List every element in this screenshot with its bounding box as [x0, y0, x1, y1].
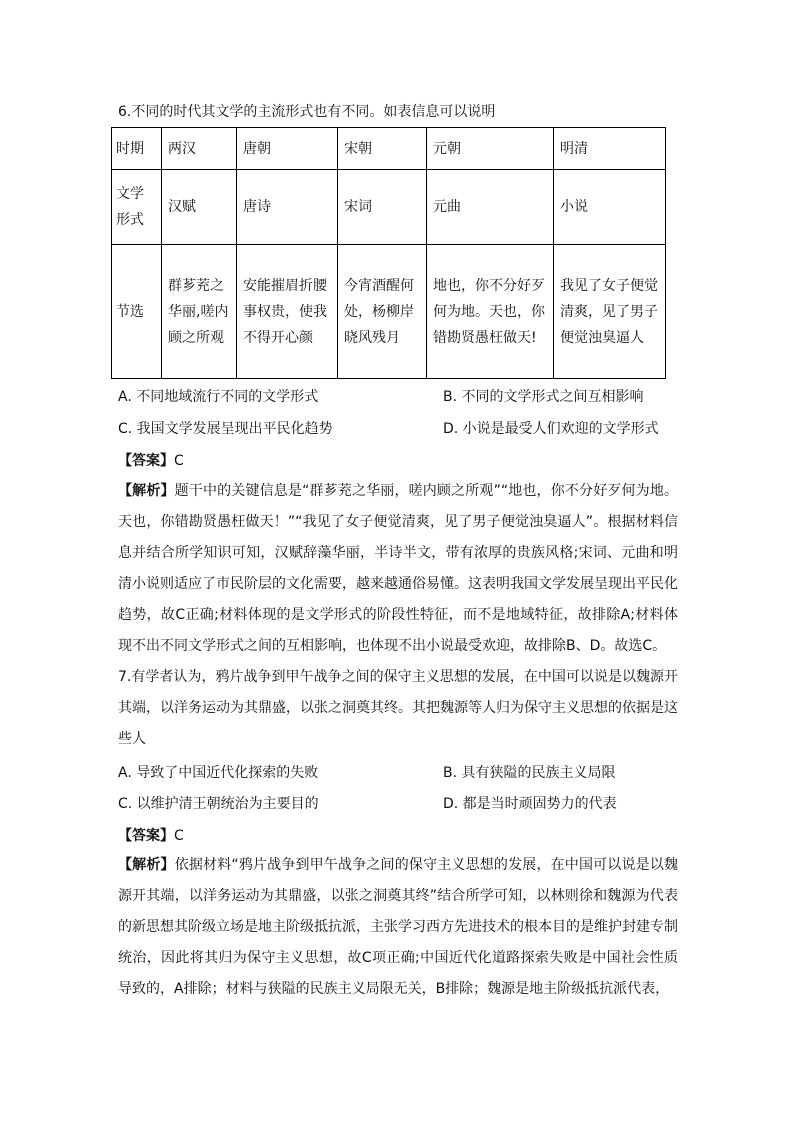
q7-option-b: B. 具有狭隘的民族主义局限: [443, 765, 616, 781]
table-row: [112, 245, 666, 379]
table-cell: 唐诗: [237, 170, 338, 245]
analysis-text: 题干中的关键信息是“群芗茺之华丽，嗟内顾之所观”“地也，你不分好歹何为地。天也，你错勘贤愚枉做天！”“我见了女子便觉清爽，见了男子便觉浊臭逼人”。根据材料信息并结合所学知识可知，汉赋辞藻华丽，半诗半文，带有浓厚的贵族风格;宋词、元曲和明清小说则适应了市民阶层的文化需要，越来越通俗易懂。这表明我国文学发展呈现出平民化趋势，故C正确;材料体现的是文学形式的阶段性特征，而不是地域特征，故排除A;材料体现不出不同文学形式之间的互相影响，也体现不出小说最受欢迎，故排除B、D。故选C。: [118, 483, 678, 654]
literature-table: [111, 127, 666, 379]
q6-option-d: D. 小说是最受人们欢迎的文学形式: [443, 421, 659, 437]
table-cell: 群芗茺之华丽,嗟内顾之所观: [162, 245, 237, 379]
table-cell: 文学形式: [112, 170, 162, 245]
table-row: [112, 170, 666, 245]
answer-value: C: [174, 453, 184, 469]
answer-value: C: [174, 828, 184, 844]
table-cell: 安能摧眉折腰事权贵，使我不得开心颜: [237, 245, 338, 379]
table-cell: 两汉: [162, 128, 237, 170]
table-cell: 宋词: [338, 170, 427, 245]
q6-option-b: B. 不同的文学形式之间互相影响: [443, 389, 644, 405]
table-cell: 元曲: [427, 170, 554, 245]
table-cell: 唐朝: [237, 128, 338, 170]
table-cell: 宋朝: [338, 128, 427, 170]
q7-option-d: D. 都是当时顽固势力的代表: [443, 796, 617, 812]
table-cell: 汉赋: [162, 170, 237, 245]
question-7-title: 7.有学者认为，鸦片战争到甲午战争之间的保守主义思想的发展，在中国可以说是以魏源开其端，以洋务运动为其鼎盛，以张之洞奠其终。其把魏源等人归为保守主义思想的依据是这些人: [118, 669, 678, 747]
q7-option-a: A. 导致了中国近代化探索的失败: [118, 765, 319, 781]
table-cell: 节选: [112, 245, 162, 379]
q6-analysis: [118, 476, 678, 662]
question-6-title: 6.不同的时代其文学的主流形式也有不同。如表信息可以说明: [118, 104, 496, 120]
table-cell: 时期: [112, 128, 162, 170]
q7-analysis: [118, 850, 678, 1005]
q7-option-c: C. 以维护清王朝统治为主要目的: [118, 796, 319, 812]
table-cell: 地也，你不分好歹何为地。天也，你错勘贤愚枉做天!: [427, 245, 554, 379]
analysis-text: 依据材料“鸦片战争到甲午战争之间的保守主义思想的发展，在中国可以说是以魏源开其端，以洋务运动为其鼎盛，以张之洞奠其终”结合所学可知，以林则徐和魏源为代表的新思想其阶级立场是地主阶级抵抗派，主张学习西方先进技术的根本目的是维护封建专制统治，因此将其归为保守主义思想，故C项正确;中国近代化道路探索失败是中国社会性质导致的，A排除；材料与狭隘的民族主义局限无关，B排除；魏源是地主阶级抵抗派代表，: [118, 857, 678, 997]
table-cell: 今宵酒醒何处，杨柳岸晓风残月: [338, 245, 427, 379]
answer-label: 【答案】: [118, 828, 174, 844]
table-cell: 明清: [554, 128, 666, 170]
table-cell: 元朝: [427, 128, 554, 170]
analysis-label: 【解析】: [118, 857, 175, 873]
table-cell: 我见了女子便觉清爽，见了男子便觉浊臭逼人: [554, 245, 666, 379]
answer-label: 【答案】: [118, 453, 174, 469]
q6-answer: [118, 450, 184, 470]
table-row: [112, 128, 666, 170]
q6-option-c: C. 我国文学发展呈现出平民化趋势: [118, 421, 333, 437]
q7-answer: [118, 825, 184, 845]
q6-option-a: A. 不同地域流行不同的文学形式: [118, 389, 319, 405]
analysis-label: 【解析】: [118, 483, 175, 499]
table-cell: 小说: [554, 170, 666, 245]
